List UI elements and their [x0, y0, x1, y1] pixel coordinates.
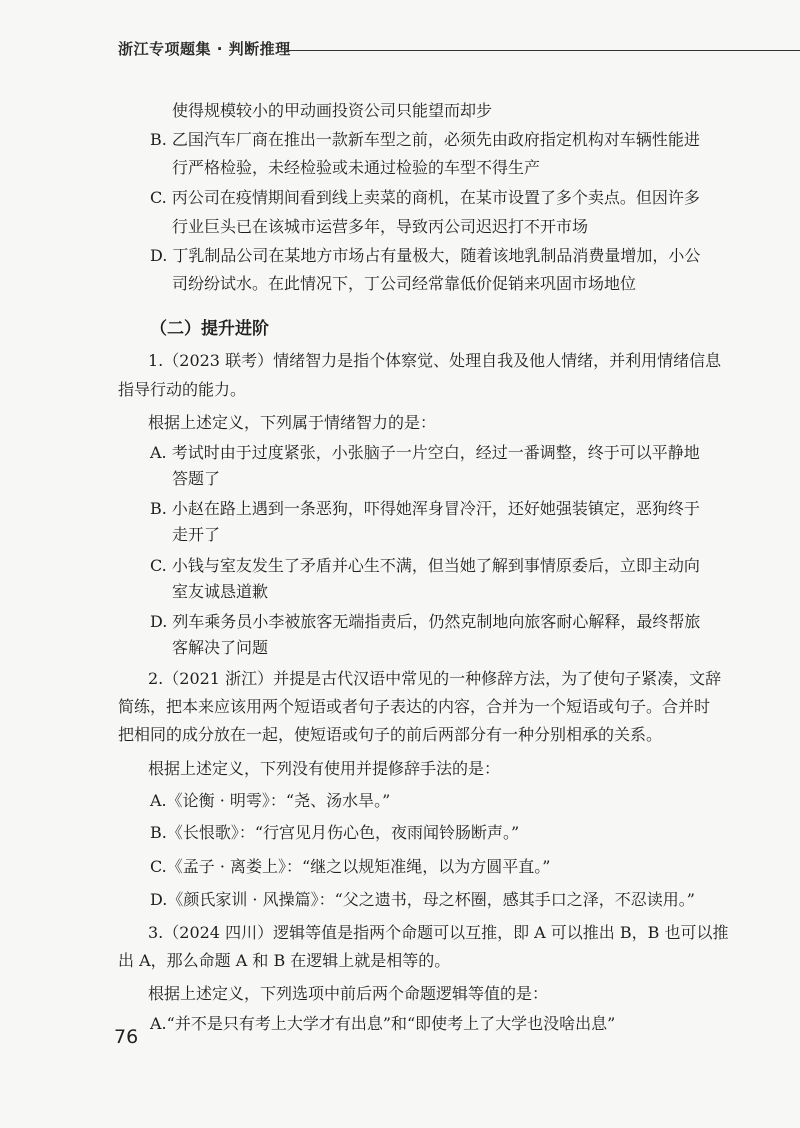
q1-option-d-line1: D. 列车乘务员小李被旅客无端指责后，仍然克制地向旅客耐心解释，最终帮旅 [150, 612, 701, 631]
q1-option-c-line1: C. 小钱与室友发生了矛盾并心生不满，但当她了解到事情原委后，立即主动向 [150, 556, 700, 575]
prev-question-continuation: 使得规模较小的甲动画投资公司只能望而却步 [172, 101, 493, 120]
header-rule [286, 50, 800, 51]
q2-stem-line3: 把相同的成分放在一起，使短语或句子的前后两部分有一种分别相承的关系。 [118, 725, 663, 744]
q1-stem-line1: 1.（2023 联考）情绪智力是指个体察觉、处理自我及他人情绪，并利用情绪信息 [148, 351, 722, 370]
q3-option-a: A.“并不是只有考上大学才有出息”和“即使考上了大学也没啥出息” [150, 1014, 616, 1033]
q3-stem-line2: 出 A，那么命题 A 和 B 在逻辑上就是相等的。 [118, 951, 451, 970]
q1-option-b-line1: B. 小赵在路上遇到一条恶狗，吓得她浑身冒冷汗，还好她强装镇定，恶狗终于 [150, 499, 700, 518]
q1-option-a-line2: 答题了 [172, 469, 221, 488]
header-title: 浙江专项题集 · 判断推理 [118, 40, 291, 58]
page-header [118, 34, 728, 64]
q3-stem-line1: 3.（2024 四川）逻辑等值是指两个命题可以互推，即 A 可以推出 B，B 也可以推 [148, 923, 729, 942]
prev-option-d-line2: 司纷纷试水。在此情况下，丁公司经常靠低价促销来巩固市场地位 [172, 274, 637, 293]
q1-option-a-line1: A. 考试时由于过度紧张，小张脑子一片空白，经过一番调整，终于可以平静地 [150, 443, 700, 462]
q1-stem-line2: 指导行动的能力。 [118, 380, 247, 399]
q2-stem-line1: 2.（2021 浙江）并提是古代汉语中常见的一种修辞方法，为了使句子紧凑，文辞 [148, 669, 722, 688]
q2-option-d: D.《颜氏家训 · 风操篇》：“父之遗书，母之杯圈，感其手口之泽，不忍读用。” [150, 890, 695, 909]
section-title: （二）提升进阶 [150, 319, 269, 339]
page-number: 76 [114, 1026, 139, 1048]
prev-option-d-line1: D. 丁乳制品公司在某地方市场占有量极大，随着该地乳制品消费量增加，小公 [150, 246, 701, 265]
q2-option-c: C.《孟子 · 离娄上》：“继之以规矩准绳，以为方圆平直。” [150, 857, 551, 876]
q1-option-d-line2: 客解决了问题 [172, 638, 269, 657]
q2-stem-line2: 简练，把本来应该用两个短语或者句子表达的内容，合并为一个短语或句子。合并时 [118, 697, 711, 716]
q2-option-b: B.《长恨歌》：“行宫见月伤心色，夜雨闻铃肠断声。” [150, 823, 520, 842]
q1-option-b-line2: 走开了 [172, 525, 221, 544]
prev-option-c-line2: 行业巨头已在该城市运营多年，导致丙公司迟迟打不开市场 [172, 217, 589, 236]
q2-prompt: 根据上述定义，下列没有使用并提修辞手法的是： [148, 759, 501, 778]
q1-option-c-line2: 室友诚恳道歉 [172, 582, 269, 601]
prev-option-b-line2: 行严格检验，未经检验或未通过检验的车型不得生产 [172, 158, 541, 177]
q2-option-a: A.《论衡 · 明雩》：“尧、汤水旱。” [150, 791, 391, 810]
prev-option-b-line1: B. 乙国汽车厂商在推出一款新车型之前，必须先由政府指定机构对车辆性能进 [150, 130, 700, 149]
q1-prompt: 根据上述定义，下列属于情绪智力的是： [148, 413, 437, 432]
prev-option-c-line1: C. 丙公司在疫情期间看到线上卖菜的商机，在某市设置了多个卖点。但因许多 [150, 188, 700, 207]
q3-prompt: 根据上述定义，下列选项中前后两个命题逻辑等值的是： [148, 984, 549, 1003]
